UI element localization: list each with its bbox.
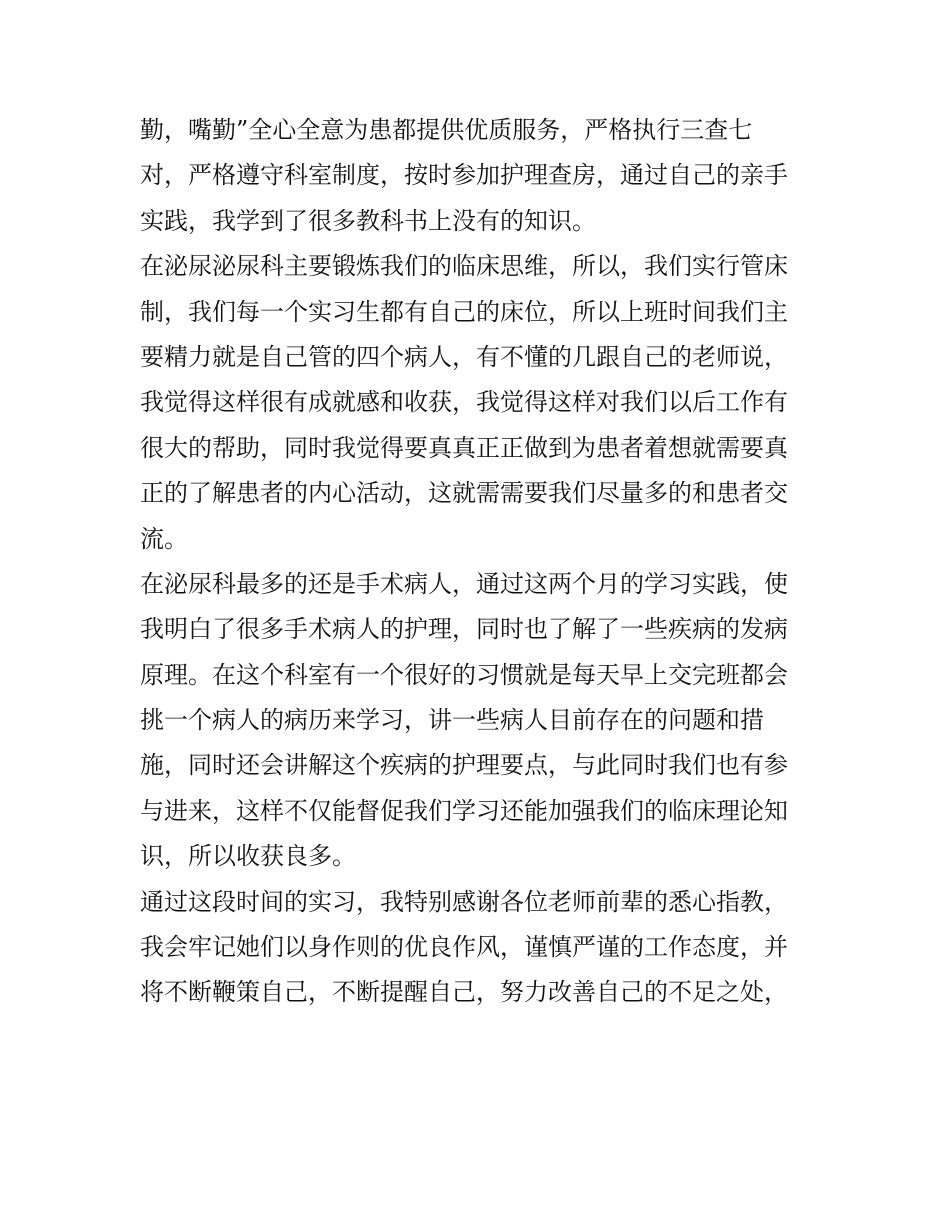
text-line-1: 勤，嘴勤”全心全意为患都提供优质服务，严格执行三查七 — [140, 116, 753, 144]
text-line-18: 通过这段时间的实习，我特别感谢各位老师前辈的悉心指教， — [140, 887, 788, 916]
text-line-11: 在泌尿科最多的还是手术病人，通过这两个月的学习实践，使 — [140, 569, 788, 598]
text-line-6: 要精力就是自己管的四个病人，有不懂的几跟自己的老师说， — [140, 342, 788, 371]
text-line-8: 很大的帮助，同时我觉得要真真正正做到为患者着想就需要真 — [140, 433, 788, 462]
text-line-4: 在泌尿泌尿科主要锻炼我们的临床思维，所以，我们实行管床 — [140, 252, 788, 281]
text-line-7: 我觉得这样很有成就感和收获，我觉得这样对我们以后工作有 — [140, 388, 788, 417]
document-body — [140, 108, 820, 1016]
text-line-17: 识，所以收获良多。 — [140, 842, 356, 871]
text-line-20: 将不断鞭策自己，不断提醒自己，努力改善自己的不足之处， — [140, 978, 788, 1007]
text-line-3: 实践，我学到了很多教科书上没有的知识。 — [140, 206, 596, 235]
text-line-2: 对，严格遵守科室制度，按时参加护理查房，通过自己的亲手 — [140, 161, 788, 190]
text-line-12: 我明白了很多手术病人的护理，同时也了解了一些疾病的发病 — [140, 615, 788, 644]
text-line-16: 与进来，这样不仅能督促我们学习还能加强我们的临床理论知 — [140, 796, 788, 825]
text-line-10: 流。 — [140, 524, 188, 553]
text-line-13: 原理。在这个科室有一个很好的习惯就是每天早上交完班都会 — [140, 660, 788, 689]
text-line-14: 挑一个病人的病历来学习，讲一些病人目前存在的问题和措 — [140, 706, 764, 735]
text-line-19: 我会牢记她们以身作则的优良作风，谨慎严谨的工作态度，并 — [140, 933, 788, 962]
text-line-9: 正的了解患者的内心活动，这就需需要我们尽量多的和患者交 — [140, 479, 788, 508]
text-line-15: 施，同时还会讲解这个疾病的护理要点，与此同时我们也有参 — [140, 751, 788, 780]
text-line-5: 制，我们每一个实习生都有自己的床位，所以上班时间我们主 — [140, 297, 788, 326]
